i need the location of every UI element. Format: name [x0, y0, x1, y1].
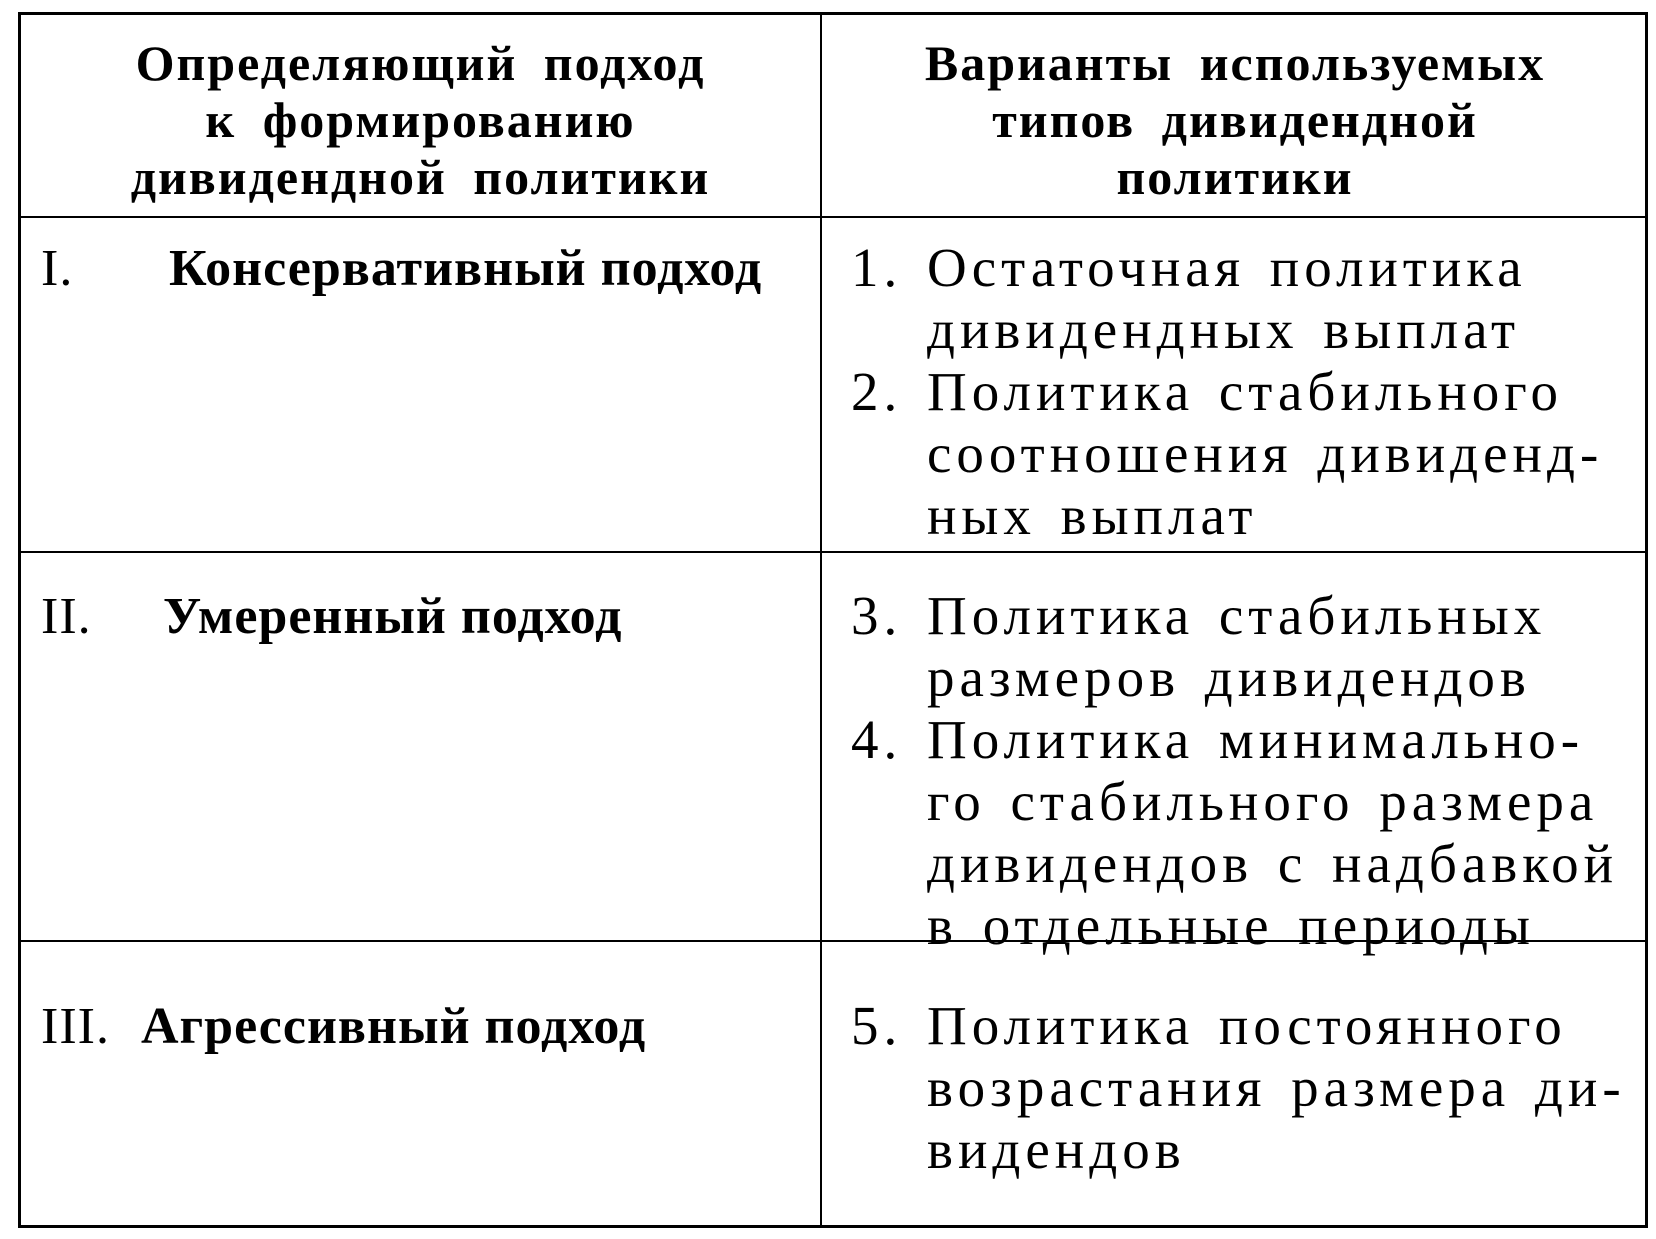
item-line: Политика минимально-	[927, 709, 1585, 770]
item-line: соотношения дивиденд-	[927, 423, 1604, 484]
approach-name: Умеренный подход	[163, 588, 623, 645]
header-variants-line: типов дивидендной	[992, 92, 1478, 148]
item-line: дивидендных выплат	[927, 299, 1521, 360]
item-line: в отдельные периоды	[927, 895, 1535, 956]
item-line: дивидендов с надбавкой	[927, 833, 1619, 894]
list-item	[851, 995, 1641, 1181]
approach-aggressive	[41, 997, 646, 1057]
header-approach-line: Определяющий подход	[135, 35, 706, 91]
item-line: Политика стабильного	[927, 361, 1563, 422]
item-number: 4.	[851, 709, 903, 770]
item-line: Политика стабильных	[927, 585, 1547, 646]
list-item	[851, 585, 1641, 709]
row-divider-1	[21, 551, 1645, 553]
header-approach-line: дивидендной политики	[130, 149, 711, 205]
item-line: Остаточная политика	[927, 237, 1527, 298]
list-item	[851, 709, 1641, 957]
approach-moderate	[41, 587, 622, 647]
list-item	[851, 237, 1641, 361]
approach-name: Агрессивный подход	[141, 998, 647, 1055]
header-variants-line: политики	[1116, 149, 1354, 205]
item-number: 2.	[851, 361, 903, 422]
item-line: видендов	[927, 1119, 1186, 1180]
item-number: 1.	[851, 237, 903, 298]
approach-number: II.	[41, 588, 92, 645]
item-line: возрастания размера ди-	[927, 1057, 1626, 1118]
approach-conservative	[41, 239, 762, 299]
variants-aggressive	[851, 995, 1641, 1181]
dividend-policy-table	[18, 12, 1648, 1228]
list-item	[851, 361, 1641, 547]
header-approach-line: к формированию	[205, 92, 636, 148]
item-line: размеров дивидендов	[927, 647, 1531, 708]
item-line: Политика постоянного	[927, 995, 1567, 1056]
header-approach	[21, 35, 820, 206]
item-line: го стабильного размера	[927, 771, 1599, 832]
approach-name: Консервативный подход	[169, 240, 763, 297]
item-number: 5.	[851, 995, 903, 1056]
variants-conservative	[851, 237, 1641, 547]
item-line: ных выплат	[927, 485, 1258, 546]
approach-number: I.	[41, 240, 74, 297]
item-number: 3.	[851, 585, 903, 646]
header-variants-line: Варианты используемых	[924, 35, 1546, 91]
header-variants	[822, 35, 1648, 206]
header-divider	[21, 216, 1645, 218]
approach-number: III.	[41, 998, 110, 1055]
variants-moderate	[851, 585, 1641, 957]
